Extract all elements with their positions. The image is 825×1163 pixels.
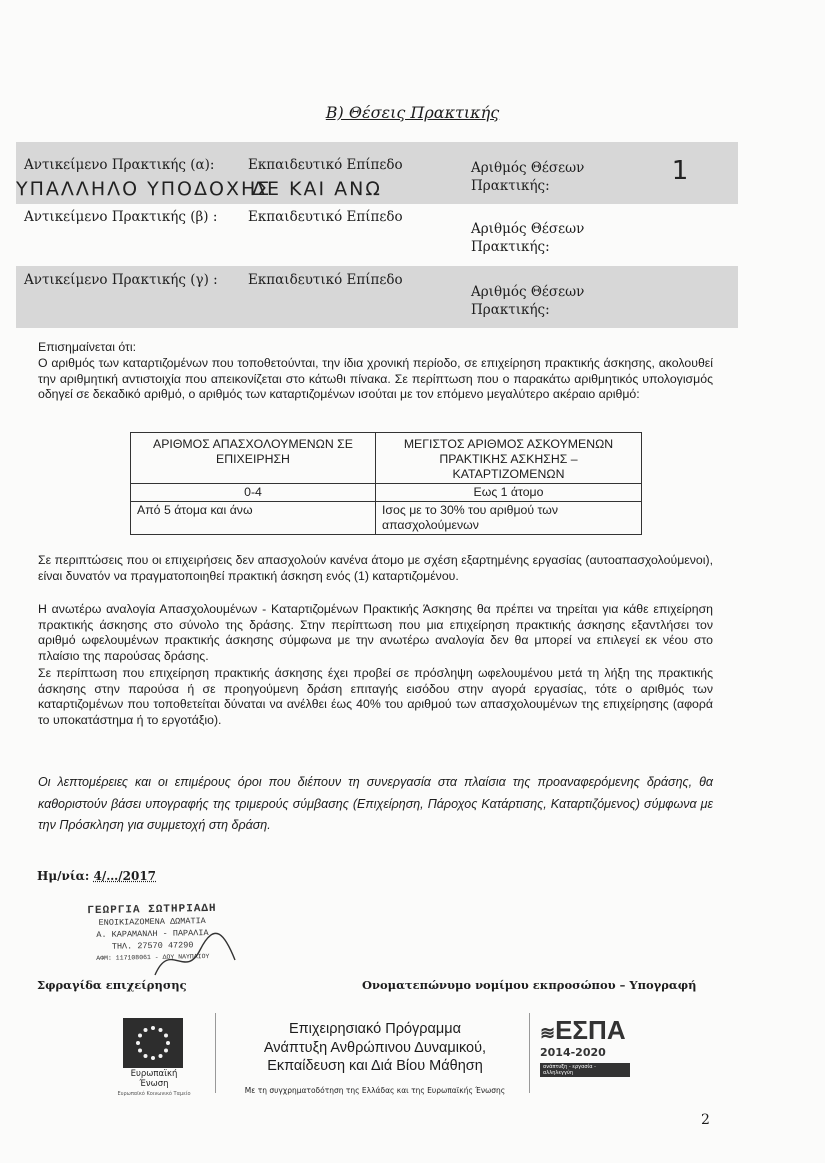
espa-logo bbox=[540, 1017, 630, 1077]
eu-star-icon bbox=[138, 1034, 142, 1038]
table-row bbox=[131, 484, 642, 502]
programme-line: Εκπαίδευση και Διά Βίου Μάθηση bbox=[267, 1058, 483, 1074]
cofinancing-note: Με τη συγχρηματοδότηση της Ελλάδας και της Ευρωπαϊκής Ένωσης bbox=[244, 1086, 506, 1095]
ratio-col-header: ΜΕΓΙΣΤΟΣ ΑΡΙΘΜΟΣ ΑΣΚΟΥΜΕΝΩΝ ΠΡΑΚΤΙΚΗΣ ΑΣΚΗΣΗΣ – ΚΑΤΑΡΤΙΖΟΜΕΝΩΝ bbox=[376, 433, 642, 484]
eu-star-icon bbox=[164, 1049, 168, 1053]
stamp-phone: ΤΗΛ. 27570 47290 bbox=[111, 940, 194, 952]
position-seats-label: Αριθμός Θέσεων Πρακτικής: bbox=[471, 284, 585, 318]
operational-programme bbox=[225, 1020, 525, 1076]
eu-caption bbox=[116, 1069, 192, 1099]
hiring-rule-paragraph: Σε περίπτωση που επιχείρηση πρακτικής άσκησης έχει προβεί σε πρόσληψη ωφελουμένου μετά τη λήξη της πρακτικής άσκησης στην παρούσα ή σε προηγούμενη δράση επιταγής εισόδου στην αγορά εργασίας, τότε ο αριθμός των καταρτιζομένων που τοποθετείται δύναται να ανέλθει έως 40% του αριθμού των απασχολουμένων της επιχείρησης (αφορά το υποκατάστημα ή το εργοτάξιο). bbox=[38, 666, 713, 727]
eu-flag-icon bbox=[123, 1018, 183, 1068]
footer-divider bbox=[215, 1013, 216, 1093]
espa-years: 2014-2020 bbox=[540, 1046, 606, 1059]
eu-star-icon bbox=[164, 1034, 168, 1038]
eu-star-icon bbox=[159, 1054, 163, 1058]
ratio-employees-cell: 0-4 bbox=[131, 484, 376, 502]
page-number: 2 bbox=[701, 1112, 710, 1128]
ratio-employees-cell: Από 5 άτομα και άνω bbox=[131, 502, 376, 535]
stamp-tax-id: ΑΦΜ: 117108061 - ΔΟΥ ΝΑΥΠΛΙΟΥ bbox=[96, 953, 210, 962]
eu-star-icon bbox=[144, 1054, 148, 1058]
footer-divider bbox=[529, 1013, 530, 1093]
position-level-label: Εκπαιδευτικό Επίπεδο bbox=[248, 272, 403, 288]
date-label: Ημ/νία: bbox=[37, 869, 90, 883]
date-value: 4/…/2017 bbox=[93, 869, 157, 883]
self-employed-paragraph: Σε περιπτώσεις που οι επιχειρήσεις δεν απασχολούν κανένα άτομο με σχέση εξαρτημένης εργασίας (αυτοαπασχολούμενοι), είναι δυνατόν να πραγματοποιηθεί πρακτική άσκηση ενός (1) καταρτιζομένου. bbox=[38, 553, 713, 583]
espa-word: ΕΣΠΑ bbox=[555, 1015, 626, 1045]
notice-heading: Επισημαίνεται ότι: bbox=[38, 340, 137, 354]
eu-star-icon bbox=[144, 1028, 148, 1032]
ratio-table bbox=[130, 432, 642, 535]
position-object-label: Αντικείμενο Πρακτικής (α): bbox=[24, 157, 215, 173]
ratio-col-header: ΑΡΙΘΜΟΣ ΑΠΑΣΧΟΛΟΥΜΕΝΩΝ ΣΕ ΕΠΙΧΕΙΡΗΣΗ bbox=[131, 433, 376, 484]
espa-stars-icon: ≋ bbox=[540, 1023, 556, 1043]
eu-star-icon bbox=[136, 1041, 140, 1045]
position-seats-value: 1 bbox=[671, 156, 691, 186]
eu-star-icon bbox=[166, 1041, 170, 1045]
position-level-label: Εκπαιδευτικό Επίπεδο bbox=[248, 209, 403, 225]
eu-star-icon bbox=[138, 1049, 142, 1053]
ratio-table-header bbox=[131, 433, 642, 484]
position-object-value: ΥΠΑΛΛΗΛΟ ΥΠΟΔΟΧΗΣ bbox=[16, 178, 272, 200]
position-seats-label: Αριθμός Θέσεων Πρακτικής: bbox=[471, 160, 585, 194]
position-object-label: Αντικείμενο Πρακτικής (γ) : bbox=[24, 272, 218, 288]
seal-label: Σφραγίδα επιχείρησης bbox=[37, 978, 187, 992]
eu-star-icon bbox=[159, 1028, 163, 1032]
stamp-business: ΕΝΟΙΚΙΑΖΟΜΕΝΑ ΔΩΜΑΤΙΑ bbox=[98, 916, 206, 928]
signature-label: Ονοματεπώνυμο νομίμου εκπροσώπου – Υπογραφή bbox=[362, 978, 697, 992]
espa-wordmark bbox=[540, 1017, 630, 1046]
eu-star-icon bbox=[151, 1056, 155, 1060]
section-title: Β) Θέσεις Πρακτικής bbox=[325, 103, 500, 122]
position-level-label: Εκπαιδευτικό Επίπεδο bbox=[248, 157, 403, 173]
ratio-trainees-cell: Ισος με το 30% του αριθμού των απασχολούμενων bbox=[376, 502, 642, 535]
ratio-trainees-cell: Εως 1 άτομο bbox=[376, 484, 642, 502]
position-row-a bbox=[16, 142, 738, 204]
stamp-name: ΓΕΩΡΓΙΑ ΣΩΤΗΡΙΑΔΗ bbox=[87, 902, 217, 918]
position-seats-label: Αριθμός Θέσεων Πρακτικής: bbox=[471, 221, 585, 255]
programme-line: Επιχειρησιακό Πρόγραμμα bbox=[289, 1021, 461, 1037]
notice-paragraph: Ο αριθμός των καταρτιζομένων που τοποθετούνται, την ίδια χρονική περίοδο, σε επιχείρηση πρακτικής άσκησης, ακολουθεί την αριθμητική αντιστοιχία που απεικονίζεται στο κάτωθι πίνακα. Σε περίπτωση που ο παρακάτω αριθμητικός υπολογισμός οδηγεί σε δεκαδικό αριθμό, ο αριθμός των καταρτιζομένων ισούται με τον επόμενο μεγαλύτερο ακέραιο αριθμό: bbox=[38, 356, 713, 402]
position-level-value: ΔΕ ΚΑΙ ΑΝΩ bbox=[252, 178, 382, 200]
stamp-address: Α. ΚΑΡΑΜΑΝΛΗ - ΠΑΡΑΛΙΑ bbox=[96, 928, 209, 940]
position-row-c bbox=[16, 266, 738, 328]
positions-table bbox=[16, 142, 738, 328]
espa-tagline: ανάπτυξη - εργασία - αλληλεγγύη bbox=[540, 1063, 630, 1077]
position-row-b bbox=[16, 204, 738, 266]
terms-note: Οι λεπτομέρειες και οι επιμέρους όροι που διέπουν τη συνεργασία στα πλαίσια της προαναφερόμενης δράσης, θα καθοριστούν βάσει υπογραφής της τριμερούς σύμβασης (Επιχείρηση, Πάροχος Κατάρτισης, Καταρτιζόμενος) σύμφωνα με την Πρόσκληση για συμμετοχή στη δράση. bbox=[38, 775, 713, 832]
eu-star-icon bbox=[151, 1026, 155, 1030]
eu-subcaption-text: Ευρωπαϊκό Κοινωνικό Ταμείο bbox=[117, 1091, 191, 1097]
ratio-rule-paragraph: Η ανωτέρω αναλογία Απασχολουμένων - Καταρτιζομένων Πρακτικής Άσκησης θα πρέπει να τηρείται για κάθε επιχείρηση πρακτικής άσκησης στο σύνολο της δράσης. Στην περίπτωση που μια επιχείρηση πρακτικής άσκησης εξαντλήσει τον αριθμό ωφελουμένων πρακτικής άσκησης σύμφωνα με την ανωτέρω αναλογία δεν θα μπορεί να επιλεγεί εκ νέου στο πλαίσιο της παρούσας δράσης. bbox=[38, 602, 713, 663]
date-line bbox=[37, 869, 156, 883]
signature-scribble bbox=[150, 930, 240, 985]
position-object-label: Αντικείμενο Πρακτικής (β) : bbox=[24, 209, 218, 225]
table-row bbox=[131, 502, 642, 535]
programme-line: Ανάπτυξη Ανθρώπινου Δυναμικού, bbox=[263, 1039, 487, 1056]
eu-caption-text: Ευρωπαϊκή Ένωση bbox=[130, 1069, 178, 1089]
